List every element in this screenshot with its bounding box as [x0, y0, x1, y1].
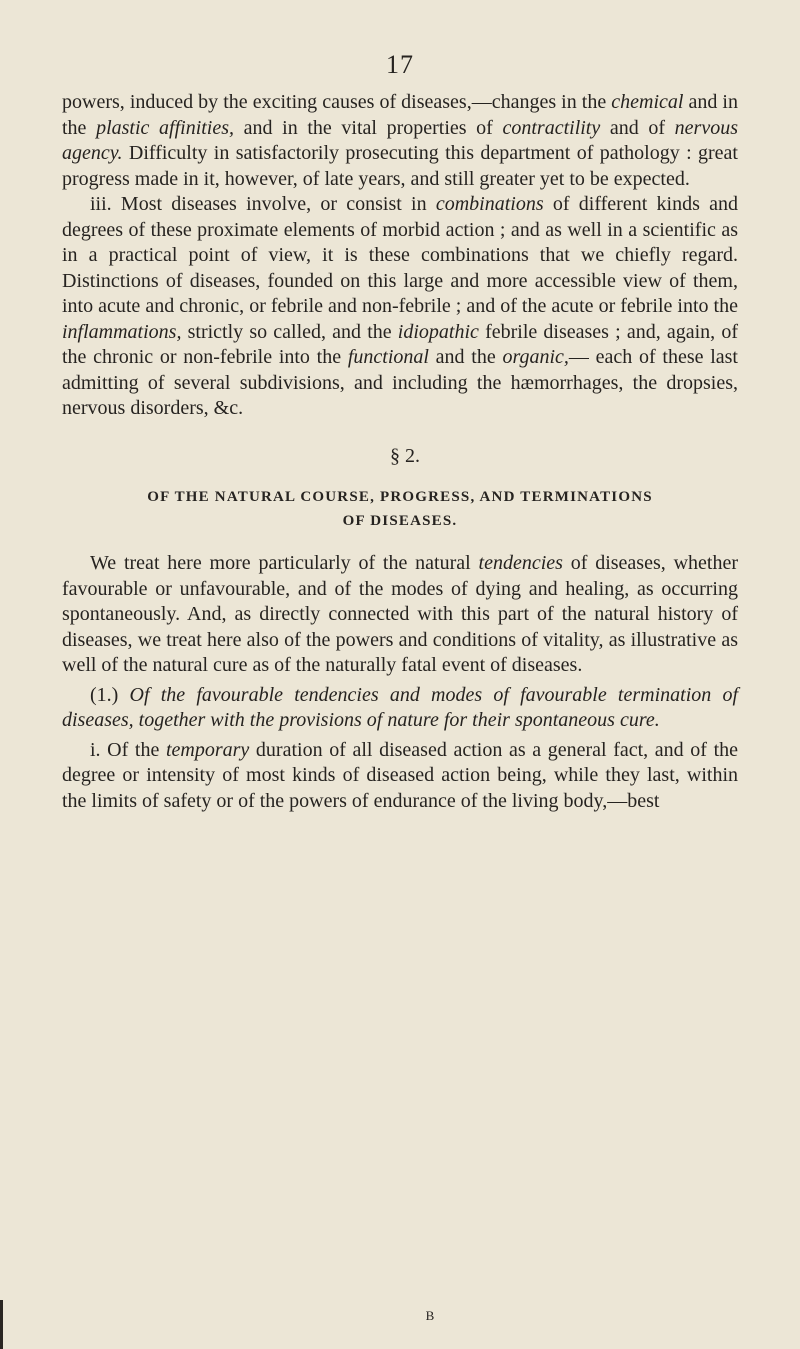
- paragraph-temporary-duration: i. Of the temporary duration of all diseased action as a general fact, and of the degree or intensity of most kinds of diseased action being, while they last, within the limits of safety or of the powers of endurance of the living body,—best: [62, 738, 739, 812]
- signature-mark: B: [425, 1308, 435, 1323]
- section-heading-line-2: OF DISEASES.: [342, 513, 458, 529]
- paragraph-combinations: iii. Most diseases involve, or consist in combinations of different kinds and degrees of these proximate elements of morbid action ; and as well in a scientific as in a practical point of view, it is these combinations that we chiefly regard. Distinctions of diseases, founded on this large and more accessible view of them, into acute and chronic, or febrile and non-febrile ; and of the acute or febrile into the inflammations, strictly so called, and the idiopathic febrile diseases ; and, again, of the chronic or non-febrile into the functional and the organic,— each of these last admitting of several subdivisions, and including the hæmorrhages, the dropsies, nervous disorders, &c.: [62, 193, 738, 419]
- page-number: 17: [386, 50, 414, 79]
- section-heading-line-1: OF THE NATURAL COURSE, PROGRESS, AND TERMINATIONS: [147, 489, 653, 505]
- section-heading: [62, 485, 738, 533]
- page-body: [62, 90, 738, 814]
- paragraph-natural-tendencies: We treat here more particularly of the natural tendencies of diseases, whether favourable or unfavourable, and of the modes of dying and healing, as occurring spontaneously. And, as directly connected with this part of the natural history of diseases, we treat here also of the powers and conditions of vitality, as illustrative as well of the natural cure as of the naturally fatal event of diseases.: [62, 552, 738, 676]
- paragraph-subheading-favourable: (1.) Of the favourable tendencies and modes of favourable termination of diseases, together with the provisions of nature for their spontaneous cure.: [62, 683, 739, 731]
- margin-rule: [0, 1300, 3, 1349]
- paragraph-pathology-progress: powers, induced by the exciting causes of diseases,—changes in the chemical and in the plastic affinities, and in the vital properties of contractility and of nervous agency. Difficulty in satisfactorily prosecuting this department of pathology : great progress made in it, however, of late years, and still greater yet to be expected.: [62, 91, 738, 190]
- section-number: § 2.: [390, 444, 420, 467]
